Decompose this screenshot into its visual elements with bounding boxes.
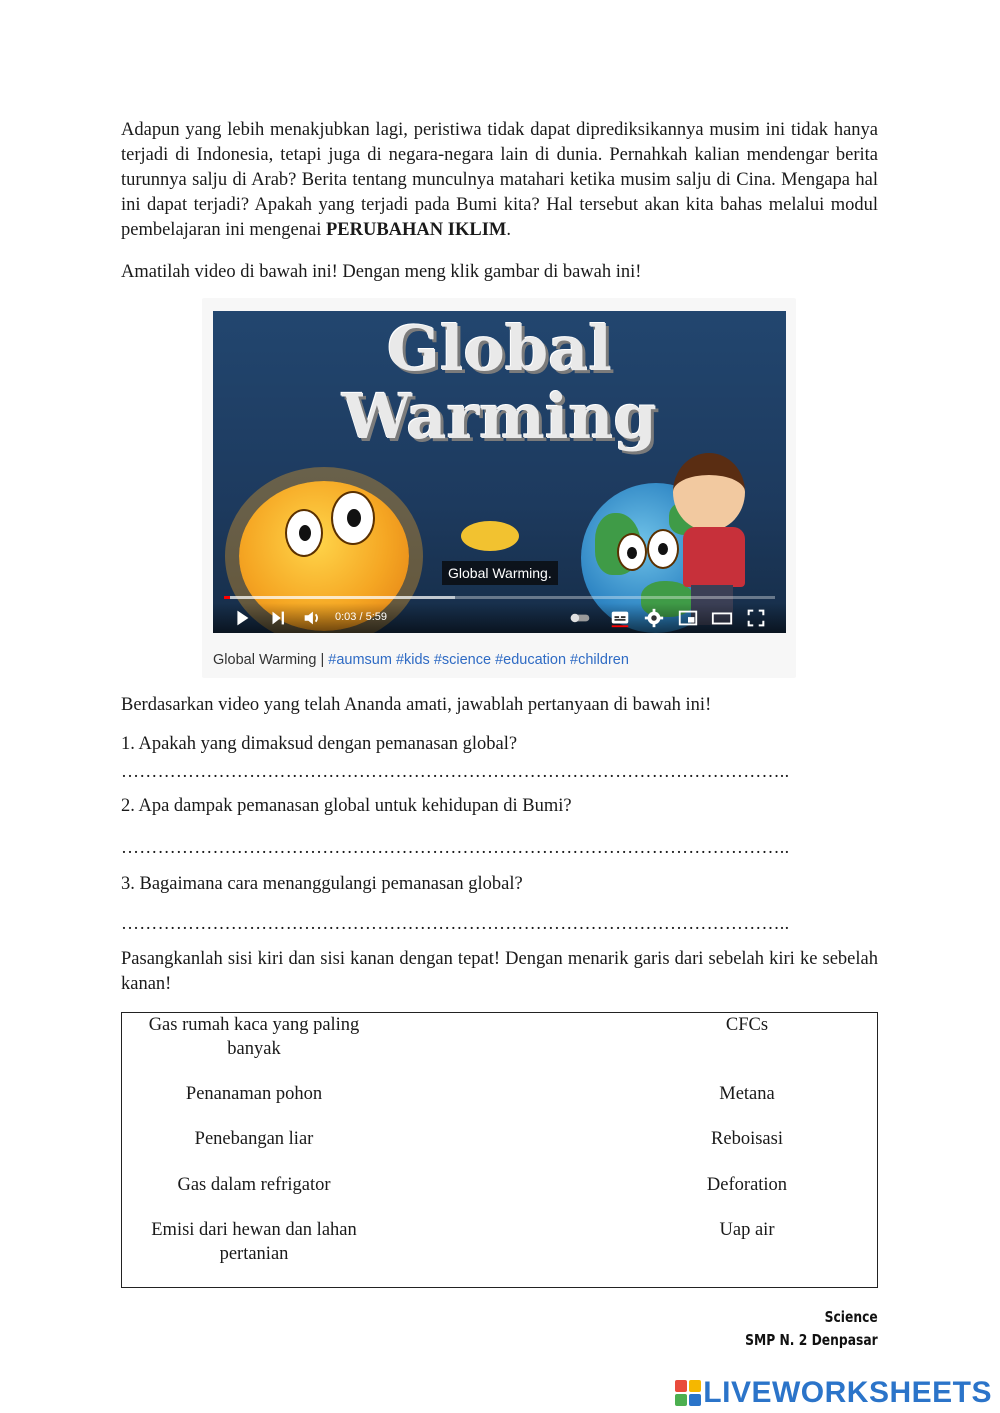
video-progress-fill <box>224 596 230 599</box>
match-left-item[interactable]: Penebangan liar <box>194 1129 314 1149</box>
video-player[interactable] <box>213 311 786 633</box>
boy-illustration-head <box>673 453 745 531</box>
sun-eye-left <box>285 509 323 557</box>
match-left-item[interactable]: Gas rumah kaca yang paling banyak <box>148 1015 360 1059</box>
video-time: 0:03 / 5:59 <box>335 611 387 623</box>
subtitles-icon[interactable] <box>609 607 631 629</box>
sun-eye-right <box>331 491 375 545</box>
video-controls <box>213 603 786 633</box>
matching-table <box>121 1012 878 1288</box>
volume-icon[interactable] <box>301 607 323 629</box>
match-left-item[interactable]: Penanaman pohon <box>185 1084 323 1104</box>
fullscreen-icon[interactable] <box>745 607 767 629</box>
intro-paragraph <box>121 118 878 243</box>
fish-illustration <box>461 521 519 551</box>
question-3: 3. Bagaimana cara menanggulangi pemanasan global? <box>121 874 523 894</box>
theater-mode-icon[interactable] <box>711 607 733 629</box>
settings-gear-icon[interactable] <box>643 607 665 629</box>
footer-subject: Science <box>824 1308 878 1326</box>
video-title-art-line2: Warming <box>342 380 657 453</box>
boy-illustration-body <box>683 527 745 587</box>
video-hashtags[interactable]: #aumsum #kids #science #education #children <box>328 652 629 668</box>
answer-line-2[interactable]: ……………………………………………………………………………………………….. <box>121 837 790 857</box>
match-left-item[interactable]: Gas dalam refrigator <box>177 1175 331 1195</box>
footer-school: SMP N. 2 Denpasar <box>745 1331 878 1349</box>
video-title-art-line1: Global <box>387 312 612 385</box>
intro-paragraph-bold: PERUBAHAN IKLIM <box>325 220 507 240</box>
miniplayer-icon[interactable] <box>677 607 699 629</box>
liveworksheets-logo[interactable] <box>675 1376 992 1410</box>
video-description <box>213 652 629 668</box>
play-icon[interactable] <box>231 607 253 629</box>
video-buffer-fill <box>224 596 455 599</box>
answer-line-1[interactable]: ……………………………………………………………………………………………….. <box>121 761 790 781</box>
match-right-item[interactable]: Deforation <box>706 1175 788 1195</box>
video-card[interactable] <box>202 298 796 678</box>
earth-eye-left <box>617 533 647 571</box>
video-caption: Global Warming. <box>442 561 558 585</box>
question-1: 1. Apakah yang dimaksud dengan pemanasan global? <box>121 734 518 754</box>
match-right-item[interactable]: Reboisasi <box>711 1129 783 1149</box>
match-left-item[interactable]: Emisi dari hewan dan lahan pertanian <box>151 1220 357 1264</box>
liveworksheets-brand-text: LIVEWORKSHEETS <box>703 1376 992 1409</box>
video-description-title: Global Warming | <box>213 652 329 668</box>
video-prompt: Amatilah video di bawah ini! Dengan meng klik gambar di bawah ini! <box>121 262 642 282</box>
match-right-item[interactable]: Metana <box>719 1084 775 1104</box>
matching-instruction: Pasangkanlah sisi kiri dan sisi kanan dengan tepat! Dengan menarik garis dari sebelah kiri ke sebelah kanan! <box>121 949 878 994</box>
match-right-item[interactable]: Uap air <box>719 1220 775 1240</box>
autoplay-toggle-icon[interactable] <box>569 607 595 629</box>
earth-eye-right <box>647 529 679 569</box>
next-icon[interactable] <box>267 607 289 629</box>
intro-paragraph-end: . <box>506 220 511 240</box>
question-2: 2. Apa dampak pemanasan global untuk kehidupan di Bumi? <box>121 796 572 816</box>
match-right-item[interactable]: CFCs <box>725 1015 769 1035</box>
intro-paragraph-text: Adapun yang lebih menakjubkan lagi, peristiwa tidak dapat diprediksikannya musim ini tidak hanya terjadi di Indonesia, tetapi juga di negara-negara lain di dunia. Pernahkah kalian mendengar berita turunnya salju di Arab? Berita tentang munculnya matahari ketika musim salju di Cina. Mengapa hal ini dapat terjadi? Apakah yang terjadi pada Bumi kita? Hal tersebut akan kita bahas melalui modul pembelajaran ini mengenai <box>121 120 878 240</box>
answer-line-3[interactable]: ……………………………………………………………………………………………….. <box>121 913 790 933</box>
video-progress-bar[interactable] <box>224 596 775 599</box>
liveworksheets-logo-icon <box>675 1380 701 1406</box>
questions-intro: Berdasarkan video yang telah Ananda amati, jawablah pertanyaan di bawah ini! <box>121 695 712 715</box>
